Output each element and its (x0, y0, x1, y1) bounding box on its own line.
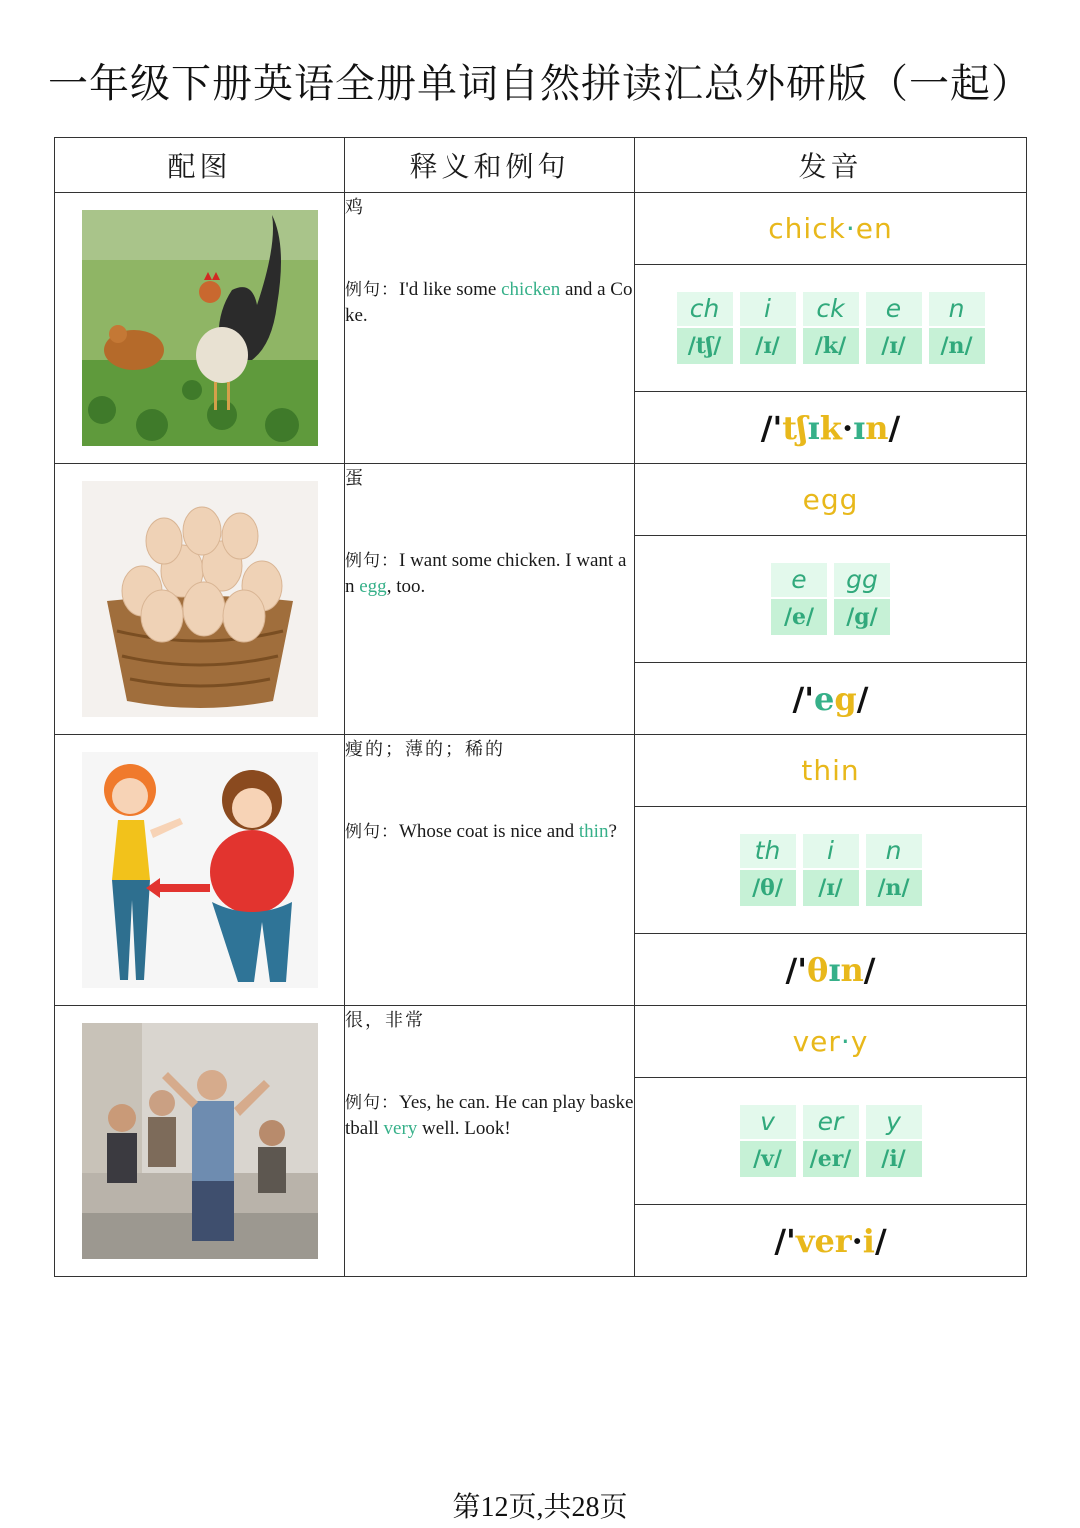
page-title: 一年级下册英语全册单词自然拼读汇总外研版（一起） (48, 61, 1032, 107)
tile-letters: th (740, 834, 796, 868)
example-text-before: Whose coat is nice and (399, 821, 579, 842)
example-keyword: chicken (501, 279, 561, 300)
text-segment: en (855, 212, 893, 245)
tile-sound: /g/ (834, 599, 890, 635)
word-spelling (768, 212, 892, 245)
phonics-tile (866, 834, 922, 906)
tile-letters: y (866, 1105, 922, 1139)
excited-friends-photo (82, 1023, 318, 1259)
text-segment: /' (792, 679, 815, 718)
tile-letters: i (740, 292, 796, 326)
tile-letters: e (866, 292, 922, 326)
header-meaning: 释义和例句 (345, 138, 635, 193)
word-row (55, 1006, 1027, 1078)
phonics-tile (866, 292, 922, 364)
text-segment: θ (807, 950, 829, 989)
phonics-tile (771, 563, 827, 635)
text-segment: / (863, 950, 876, 989)
meaning-text: 蛋 (345, 468, 365, 489)
example-text-after: and a Coke. (345, 279, 633, 326)
tile-letters: gg (834, 563, 890, 597)
word-cell (635, 1006, 1027, 1078)
meaning-text: 很，非常 (345, 1010, 425, 1031)
header-pronunciation: 发音 (635, 138, 1027, 193)
ipa-cell (635, 392, 1027, 464)
example-sentence (345, 819, 634, 845)
thin-and-fat-women-illustration (82, 752, 318, 988)
phonics-tiles (771, 563, 890, 635)
phonics-tile (677, 292, 733, 364)
text-segment: g (834, 679, 857, 718)
example-text-before: I'd like some (399, 279, 502, 300)
example-text-before: I want some chicken. I want an (345, 550, 627, 597)
text-segment: egg (802, 483, 859, 516)
word-cell (635, 193, 1027, 265)
text-segment: / (856, 679, 869, 718)
phonics-tiles (677, 292, 985, 364)
text-segment: thin (801, 754, 860, 787)
phonics-tile (803, 834, 859, 906)
example-label: 例句： (345, 1093, 399, 1113)
vocab-table (54, 137, 1027, 1277)
phonics-tiles (740, 834, 922, 906)
tile-sound: /θ/ (740, 870, 796, 906)
text-segment: /' (785, 950, 808, 989)
tile-sound: /v/ (740, 1141, 796, 1177)
example-sentence (345, 548, 634, 599)
example-keyword: egg (359, 576, 387, 597)
tile-sound: /tʃ/ (677, 328, 733, 364)
text-segment: ver (795, 1221, 852, 1260)
text-segment: y (850, 1025, 869, 1058)
meaning-cell (345, 735, 635, 1006)
meaning-cell (345, 464, 635, 735)
phonics-tile (803, 1105, 859, 1177)
tile-letters: n (866, 834, 922, 868)
tile-sound: /k/ (803, 328, 859, 364)
phonics-tile (866, 1105, 922, 1177)
meaning-cell (345, 1006, 635, 1277)
example-label: 例句： (345, 280, 399, 300)
phonics-tile (740, 834, 796, 906)
word-spelling (793, 1025, 869, 1058)
phonics-tile (834, 563, 890, 635)
example-keyword: very (383, 1118, 418, 1139)
picture-cell (55, 735, 345, 1006)
text-segment: · (841, 408, 854, 447)
text-segment: chick (768, 212, 846, 245)
word-row (55, 193, 1027, 265)
phonics-tiles-cell (635, 536, 1027, 663)
tile-sound: /i/ (866, 1141, 922, 1177)
chickens-photo (82, 210, 318, 446)
phonics-tile (740, 1105, 796, 1177)
picture-cell (55, 464, 345, 735)
text-segment: k (819, 408, 842, 447)
phonics-tiles-cell (635, 265, 1027, 392)
meaning-cell (345, 193, 635, 464)
tile-sound: /er/ (803, 1141, 859, 1177)
text-segment: n (840, 950, 864, 989)
text-segment: n (865, 408, 889, 447)
phonics-tile (740, 292, 796, 364)
phonics-tiles-cell (635, 1078, 1027, 1205)
ipa-transcription (793, 680, 869, 718)
ipa-transcription (786, 951, 876, 989)
ipa-cell (635, 1205, 1027, 1277)
text-segment: · (840, 1025, 851, 1058)
tile-sound: /n/ (866, 870, 922, 906)
text-segment: /' (760, 408, 783, 447)
tile-letters: v (740, 1105, 796, 1139)
header-picture: 配图 (55, 138, 345, 193)
phonics-tiles (740, 1105, 922, 1177)
tile-letters: e (771, 563, 827, 597)
example-keyword: thin (578, 821, 609, 842)
phonics-tiles-cell (635, 807, 1027, 934)
tile-sound: /ɪ/ (803, 870, 859, 906)
text-segment: / (874, 1221, 887, 1260)
phonics-tile (929, 292, 985, 364)
example-sentence (345, 1090, 634, 1141)
picture-cell (55, 193, 345, 464)
ipa-cell (635, 934, 1027, 1006)
page-number: 第12页,共28页 (452, 1492, 628, 1523)
word-spelling (801, 754, 859, 787)
example-label: 例句： (345, 551, 399, 571)
tile-sound: /n/ (929, 328, 985, 364)
example-text-after: , too. (386, 576, 426, 597)
tile-sound: /e/ (771, 599, 827, 635)
tile-sound: /ɪ/ (740, 328, 796, 364)
text-segment: / (888, 408, 901, 447)
tile-letters: n (929, 292, 985, 326)
text-segment: · (845, 212, 856, 245)
text-segment: e (814, 679, 835, 718)
word-cell (635, 735, 1027, 807)
tile-letters: ch (677, 292, 733, 326)
example-text-after: ? (608, 821, 617, 842)
text-segment: ɪ (853, 408, 866, 447)
text-segment: i (862, 1221, 875, 1260)
word-spelling (803, 483, 859, 516)
eggs-basket-photo (82, 481, 318, 717)
ipa-transcription (774, 1222, 886, 1260)
example-text-before: Yes, he can. He can play basketball (345, 1092, 634, 1139)
word-cell (635, 464, 1027, 536)
meaning-text: 鸡 (345, 197, 365, 218)
ipa-transcription (761, 409, 900, 447)
picture-cell (55, 1006, 345, 1277)
example-sentence (345, 277, 634, 328)
ipa-cell (635, 663, 1027, 735)
phonics-tile (803, 292, 859, 364)
example-label: 例句： (345, 822, 399, 842)
example-text-after: well. Look! (417, 1118, 511, 1139)
text-segment: ver (792, 1025, 841, 1058)
tile-letters: ck (803, 292, 859, 326)
text-segment: ɪ (807, 408, 820, 447)
text-segment: ɪ (828, 950, 841, 989)
text-segment: /' (774, 1221, 796, 1260)
meaning-text: 瘦的；薄的；稀的 (345, 739, 505, 760)
text-segment: tʃ (782, 408, 808, 447)
tile-letters: er (803, 1105, 859, 1139)
word-row (55, 464, 1027, 536)
tile-letters: i (803, 834, 859, 868)
word-row (55, 735, 1027, 807)
tile-sound: /ɪ/ (866, 328, 922, 364)
text-segment: · (851, 1221, 863, 1260)
table-header-row (55, 138, 1027, 193)
